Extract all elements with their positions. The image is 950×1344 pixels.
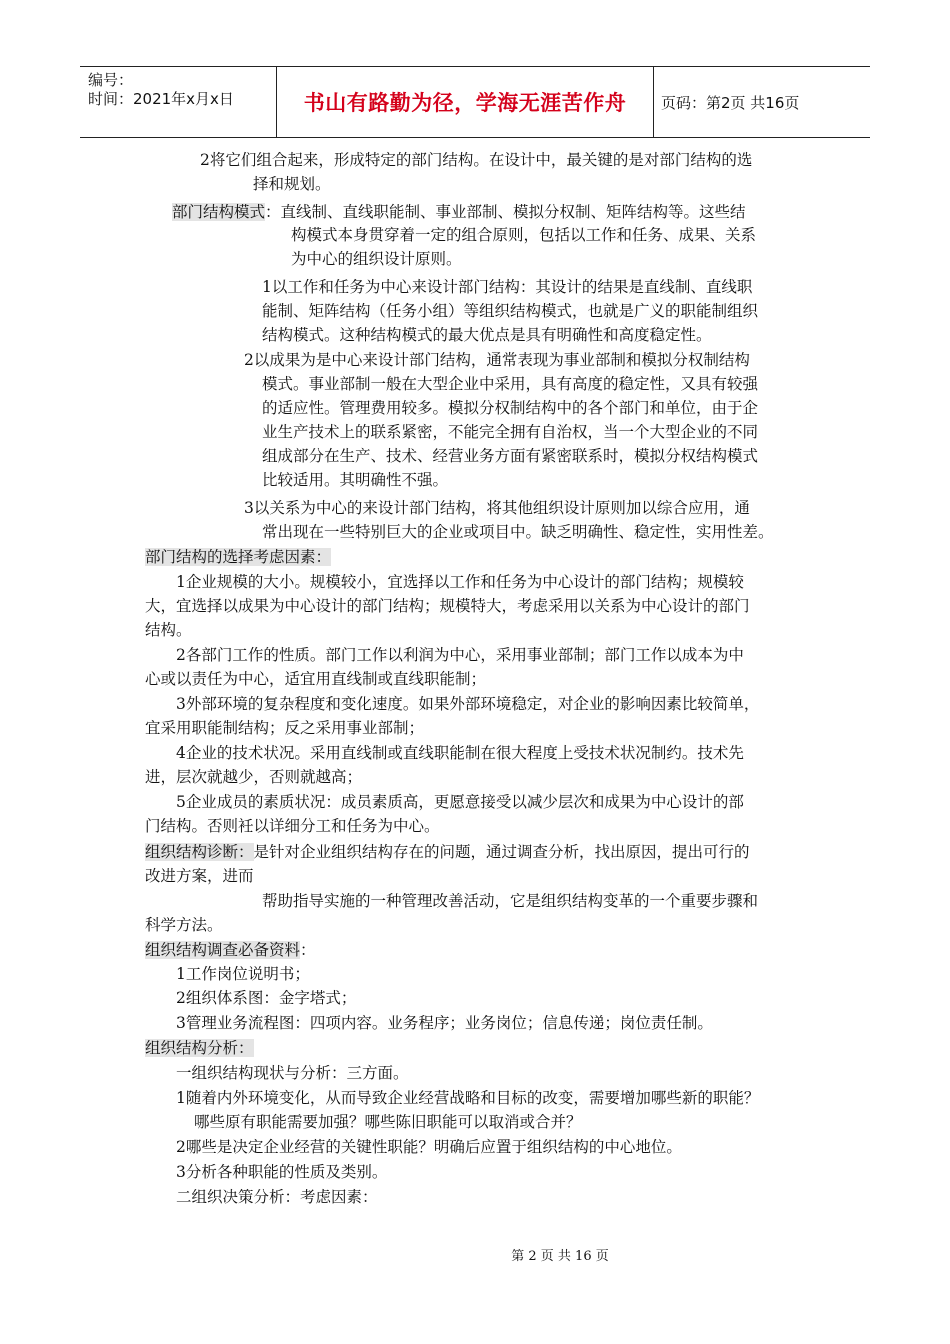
highlighted-term: 部门结构的选择考虑因素：: [145, 548, 332, 566]
text-line: [244, 496, 750, 520]
line-text: 心或以责任为中心，适宜用直线制或直线职能制；: [145, 670, 487, 688]
text-line: [145, 814, 440, 838]
line-text: 哪些原有职能需要加强？哪些陈旧职能可以取消或合并？: [194, 1113, 582, 1131]
text-line: [262, 299, 758, 323]
line-text: 改进方案，进而: [145, 867, 254, 885]
text-line: [172, 200, 746, 224]
text-line: [262, 420, 758, 444]
line-text: 的适应性。管理费用较多。模拟分权制结构中的各个部门和单位，由于企: [262, 399, 759, 417]
text-line: [262, 372, 758, 396]
line-text: 择和规划。: [253, 175, 331, 193]
text-line: [244, 348, 750, 372]
line-text: 比较适用。其明确性不强。: [262, 471, 449, 489]
text-line: [291, 247, 462, 271]
line-text: 大，宜选择以成果为中心设计的部门结构；规模特大，考虑采用以关系为中心设计的部门: [145, 597, 750, 615]
line-text: 常出现在一些特别巨大的企业或项目中。缺乏明确性、稳定性，实用性差。: [262, 523, 774, 541]
text-line: [262, 323, 712, 347]
text-line: [145, 864, 254, 888]
text-line: [262, 468, 448, 492]
text-line: [176, 1160, 387, 1184]
text-line: [176, 1135, 682, 1159]
text-line: [176, 643, 744, 667]
page-header: [80, 66, 870, 138]
line-text: 二组织决策分析：考虑因素：: [176, 1188, 378, 1206]
page-footer: 第 2 页 共 16 页: [511, 1249, 609, 1264]
text-line: [194, 1110, 582, 1134]
line-text: 2哪些是决定企业经营的关键性职能？明确后应置于组织结构的中心地位。: [176, 1138, 682, 1156]
text-line: [200, 148, 752, 172]
header-page-label: 页码：第2页 共16页: [661, 93, 800, 112]
text-line: [176, 790, 744, 814]
text-line: [145, 618, 192, 642]
text-line: [145, 667, 486, 691]
header-meta-cell: [80, 67, 277, 137]
text-line: [176, 1011, 713, 1035]
line-text: 4企业的技术状况。采用直线制或直线职能制在很大程度上受技术状况制约。技术先: [176, 744, 744, 762]
text-line: [253, 172, 331, 196]
text-line: [262, 520, 774, 544]
text-line: [145, 938, 316, 962]
highlighted-term: 组织结构诊断：: [145, 843, 254, 861]
line-text: 1企业规模的大小。规模较小，宜选择以工作和任务为中心设计的部门结构；规模较: [176, 573, 744, 591]
text-line: [145, 913, 223, 937]
line-text: 一组织结构现状与分析：三方面。: [176, 1064, 409, 1082]
text-line: [262, 275, 752, 299]
highlighted-term: 部门结构模式: [172, 203, 266, 221]
line-text: 2各部门工作的性质。部门工作以利润为中心，采用事业部制；部门工作以成本为中: [176, 646, 744, 664]
line-text: 2以成果为是中心来设计部门结构，通常表现为事业部制和模拟分权制结构: [244, 351, 750, 369]
text-line: [176, 1086, 759, 1110]
header-motto: 书山有路勤为径，学海无涯苦作舟: [277, 67, 654, 137]
line-text: 能制、矩阵结构（任务小组）等组织结构模式，也就是广义的职能制组织: [262, 302, 759, 320]
text-line: [176, 692, 759, 716]
line-text: 帮助指导实施的一种管理改善活动，它是组织结构变革的一个重要步骤和: [262, 892, 759, 910]
highlighted-term: 组织结构分析：: [145, 1039, 254, 1057]
text-line: [176, 986, 356, 1010]
line-text: 结构模式。这种结构模式的最大优点是具有明确性和高度稳定性。: [262, 326, 712, 344]
line-text: 业生产技术上的联系紧密，不能完全拥有自治权，当一个大型企业的不同: [262, 423, 759, 441]
highlighted-term: 组织结构调查必备资料: [145, 941, 301, 959]
line-text: 门结构。否则衽以详细分工和任务为中心。: [145, 817, 440, 835]
text-line: [262, 444, 758, 468]
text-line: [145, 545, 331, 569]
line-text: 3以关系为中心的来设计部门结构，将其他组织设计原则加以综合应用，通: [244, 499, 750, 517]
line-text: ：: [300, 941, 316, 959]
line-text: 是针对企业组织结构存在的问题，通过调查分析，找出原因，提出可行的: [253, 843, 750, 861]
line-text: 3外部环境的复杂程度和变化速度。如果外部环境稳定，对企业的影响因素比较简单，: [176, 695, 760, 713]
line-text: 2将它们组合起来，形成特定的部门结构。在设计中，最关键的是对部门结构的选: [200, 151, 753, 169]
line-text: 1工作岗位说明书；: [176, 965, 310, 983]
text-line: [262, 396, 758, 420]
line-text: 构模式本身贯穿着一定的组合原则，包括以工作和任务、成果、关系: [291, 226, 757, 244]
line-text: 为中心的组织设计原则。: [291, 250, 462, 268]
line-text: 组成部分在生产、技术、经营业务方面有紧密联系时，模拟分权结构模式: [262, 447, 759, 465]
text-line: [145, 594, 750, 618]
line-text: 结构。: [145, 621, 192, 639]
text-line: [176, 1185, 378, 1209]
line-text: 5企业成员的素质状况：成员素质高，更愿意接受以减少层次和成果为中心设计的部: [176, 793, 744, 811]
line-text: 3分析各种职能的性质及类别。: [176, 1163, 388, 1181]
text-line: [291, 223, 756, 247]
line-text: 1随着内外环境变化，从而导致企业经营战略和目标的改变，需要增加哪些新的职能？: [176, 1089, 760, 1107]
line-text: 宜采用职能制结构；反之采用事业部制；: [145, 719, 425, 737]
text-line: [176, 741, 744, 765]
date-label: 时间：2021年x月x日: [88, 90, 234, 108]
text-line: [176, 962, 310, 986]
text-line: [262, 889, 758, 913]
text-line: [145, 765, 362, 789]
text-line: [145, 840, 750, 864]
line-text: ：直线制、直线职能制、事业部制、模拟分权制、矩阵结构等。这些结: [265, 203, 746, 221]
text-line: [145, 1036, 254, 1060]
line-text: 科学方法。: [145, 916, 223, 934]
line-text: 1以工作和任务为中心来设计部门结构：其设计的结果是直线制、直线职: [262, 278, 753, 296]
line-text: 模式。事业部制一般在大型企业中采用，具有高度的稳定性，又具有较强: [262, 375, 759, 393]
line-text: 2组织体系图：金字塔式；: [176, 989, 357, 1007]
line-text: 3管理业务流程图：四项内容。业务程序；业务岗位；信息传递；岗位责任制。: [176, 1014, 713, 1032]
text-line: [145, 716, 424, 740]
number-label: 编号：: [88, 71, 134, 89]
line-text: 进，层次就越少，否则就越高；: [145, 768, 363, 786]
text-line: [176, 1061, 409, 1085]
text-line: [176, 570, 744, 594]
